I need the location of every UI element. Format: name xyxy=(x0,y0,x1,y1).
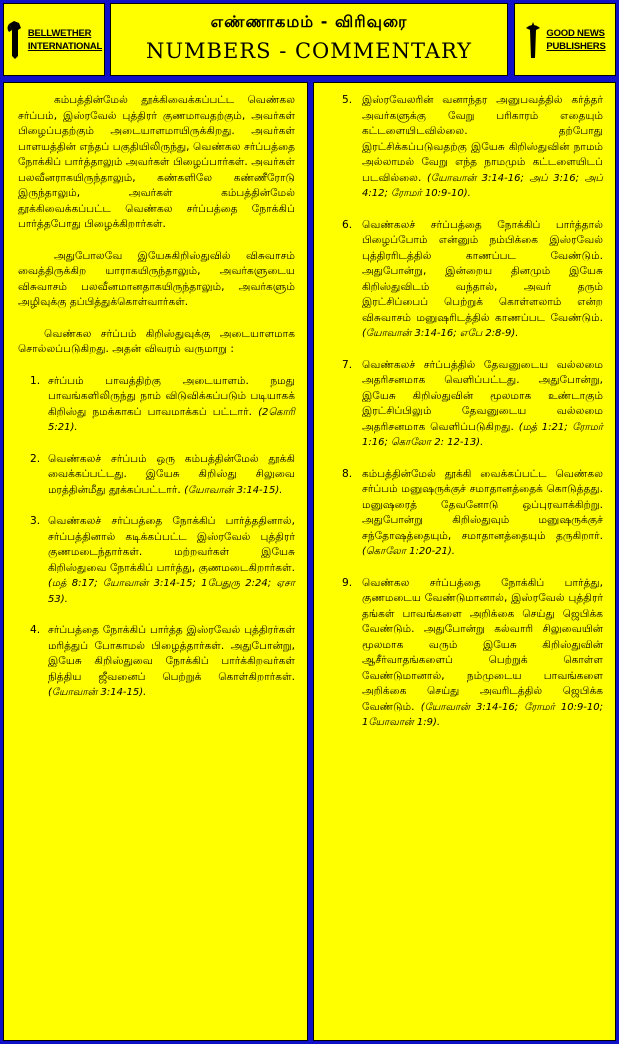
list-item xyxy=(18,452,295,499)
good-news-logo-text: GOOD NEWS PUBLISHERS xyxy=(546,27,606,52)
point-text: வெண்கலச் சர்ப்பத்தை நோக்கிப் பார்த்ததினால், சர்ப்பத்தினால் கடிக்கப்பட்ட இஸ்ரவேல் புத்திரர் குணமடைந்தார்கள். மற்றவர்கள் இயேசு கிறிஸ்துவை நோக்கிப் பார்த்து, குணமடைகிறார்கள். xyxy=(48,515,295,574)
scripture-reference: (யோவான் 3:14-15). xyxy=(184,484,283,496)
scripture-reference: (யோவான் 3:14-16; ரோமர் 10:9-10; 1யோவான் 1:9). xyxy=(362,701,604,728)
right-column xyxy=(313,82,616,1041)
point-text: சர்ப்பத்தை நோக்கிப் பார்த்த இஸ்ரவேல் புத்திரர்கள் மரித்துப் போகாமல் பிழைத்தார்கள். அதுபோன்று, இயேசு கிறிஸ்துவை நோக்கிப் பார்க்கிறவர்கள் நித்திய ஜீவனைப் பெற்றுக் கொள்கிறார்கள். xyxy=(48,624,295,683)
list-item xyxy=(18,514,295,607)
bellwether-logo-text: BELLWETHER INTERNATIONAL xyxy=(27,27,103,52)
point-number: 2. xyxy=(30,452,41,465)
paragraph: கம்பத்தின்மேல் தூக்கிவைக்கப்பட்ட வெண்கல சர்ப்பம், இஸ்ரவேல் புத்திரர் குணமாவதற்கும், அவர்கள் பிழைப்பதற்கும் அடையாளமாயிருக்கிறது. அவர்கள் பாளயத்தின் எந்தப் பகுதியிலிருந்து, வெண்கல சர்ப்பத்தை நோக்கிப் பார்த்தாலும் அவர்கள் பிழைப்பார்கள். அவர்கள் பலவீனராகயிருந்தாலும், கண்களிலே கண்ணீரோடு இருந்தாலும், அவர்கள் கம்பத்தின்மேல் தூக்கிவைக்கப்பட்ட வெண்கல சர்ப்பத்தை நோக்கிப் பார்த்தபோது பிழைக்கிறார்கள். xyxy=(18,94,295,230)
paragraph: அதுபோலவே இயேசுகிறிஸ்துவில் விசுவாசம் வைத்திருக்கிற யாராகயிருந்தாலும், அவர்களுடைய விசுவாசம் பலவீனமானதாகயிருந்தாலும், அவர்களும் அழிவுக்கு தப்பித்துக்கொள்வார்கள். xyxy=(18,249,295,308)
trumpet-icon xyxy=(524,20,542,60)
point-number: 4. xyxy=(30,624,41,636)
scripture-reference: (கொலோ 1:20-21). xyxy=(362,546,455,557)
good-news-logo xyxy=(514,3,616,76)
list-item xyxy=(326,358,603,451)
point-number: 1. xyxy=(30,374,41,387)
list-item xyxy=(18,623,295,701)
list-item xyxy=(326,218,603,342)
ram-icon xyxy=(6,20,24,60)
point-number: 9. xyxy=(342,576,353,589)
title-panel xyxy=(110,3,508,76)
point-text: வெண்கலச் சர்ப்பத்தை நோக்கிப் பார்த்தால் பிழைப்போம் என்னும் நம்பிக்கை இஸ்ரவேல் புத்திரரிடத்தில் காணப்பட வேண்டும். அதுபோன்று, இன்றைய தினமும் இயேசு கிறிஸ்துவிடம் வந்தால், அவர் தரும் இரட்சிப்பைப் பெற்றுக் கொள்ளலாம் என்ற விசுவாசம் மனுஷரிடத்தில் காணப்பட வேண்டும். xyxy=(362,218,603,324)
point-text: வெண்கல சர்ப்பத்தை நோக்கிப் பார்த்து, குணமடைய வேண்டுமானால், இஸ்ரவேல் புத்திரர் தங்கள் பாவங்களை அறிக்கை செய்து ஜெபிக்க வேண்டும். அதுபோன்று கல்வாரி சிலுவையின் மூலமாக வரும் இயேசு கிறிஸ்துவின் ஆசீர்வாதங்களைப் பெற்றுக் கொள்ள வேண்டுமானால், நம்முடைய பாவங்களை அறிக்கை செய்து அவரிடத்தில் ஜெபிக்க வேண்டும். xyxy=(362,576,603,713)
list-item xyxy=(326,467,603,560)
scripture-reference: (யோவான் 3:14-15). xyxy=(48,687,147,698)
point-number: 8. xyxy=(342,467,353,480)
point-text: வெண்கலச் சர்ப்பத்தில் தேவனுடைய வல்லமை அதரிசனமாக வெளிப்பட்டது. அதுபோன்று, இயேசு கிறிஸ்துவின் மூலமாக உண்டாகும் இரட்சிப்பிலும் தேவனுடைய வல்லமை அதரிசனமாக வெளிப்படுகிறது. xyxy=(362,358,603,433)
page-title-tamil: எண்ணாகமம் - விரிவுரை xyxy=(210,12,408,31)
list-item xyxy=(326,576,603,731)
point-text: இஸ்ரவேலரின் வனாந்தர அனுபவத்தில் கர்த்தர் அவர்களுக்கு வேறு பரிகாரம் எதையும் கட்டளையிடவில்லை. தற்போது இரட்சிக்கப்படுவதற்கு இயேசு கிறிஸ்துவின் நாமம் அல்லாமல் வேறு எந்த நாமமும் கட்டளையிடப் படவில்லை. xyxy=(362,94,603,184)
point-number: 3. xyxy=(30,515,41,527)
point-number: 5. xyxy=(342,94,353,106)
point-text: கம்பத்தின்மேல் தூக்கி வைக்கப்பட்ட வெண்கல சர்ப்பம் மனுஷருக்குச் சமாதானத்தைக் கொடுத்தது. மனுஷரைத் தேவனோடு ஒப்புரவாக்கிற்று. அதுபோன்று கிறிஸ்துவும் மனுஷருக்குச் சந்தோஷத்தையும், சமாதானத்தையும் தருகிறார். xyxy=(362,467,603,542)
point-text: வெண்கலச் சர்ப்பம் ஒரு கம்பத்தின்மேல் தூக்கி வைக்கப்பட்டது. இயேசு கிறிஸ்து சிலுவை மரத்தின்மீது தூக்கப்பட்டார். xyxy=(48,452,295,496)
scripture-reference: (2கொரி 5:21). xyxy=(48,406,295,433)
intro-paragraph: வெண்கல சர்ப்பம் கிறிஸ்துவுக்கு அடையாளமாக சொல்லப்படுகிறது. அதன் விவரம் வருமாறு : xyxy=(18,327,295,355)
point-number: 6. xyxy=(342,218,353,231)
page-title-english: NUMBERS - COMMENTARY xyxy=(145,39,473,63)
list-item xyxy=(18,374,295,436)
point-text: சர்ப்பம் பாவத்திற்கு அடையாளம். நமது பாவங்களிலிருந்து நாம் விடுவிக்கப்படும் படியாகக் கிறிஸ்து நமக்காகப் பாவமாக்கப் பட்டார். xyxy=(48,374,295,418)
left-column xyxy=(3,82,308,1041)
scripture-reference: (யோவான் 3:14-16; எபே 2:8-9). xyxy=(362,328,519,339)
point-number: 7. xyxy=(342,358,353,371)
list-item xyxy=(326,93,603,202)
scripture-reference: (மத் 8:17; யோவான் 3:14-15; 1பேதுரு 2:24; ஏசா 53). xyxy=(48,578,295,605)
scripture-reference: (மத் 1:21; ரோமர் 1:16; கொலோ 2: 12-13). xyxy=(362,421,603,448)
scripture-reference: (யோவான் 3:14-16; அப் 3:16; அப் 4:12; ரோமர் 10:9-10). xyxy=(362,172,603,199)
bellwether-logo xyxy=(3,3,105,76)
